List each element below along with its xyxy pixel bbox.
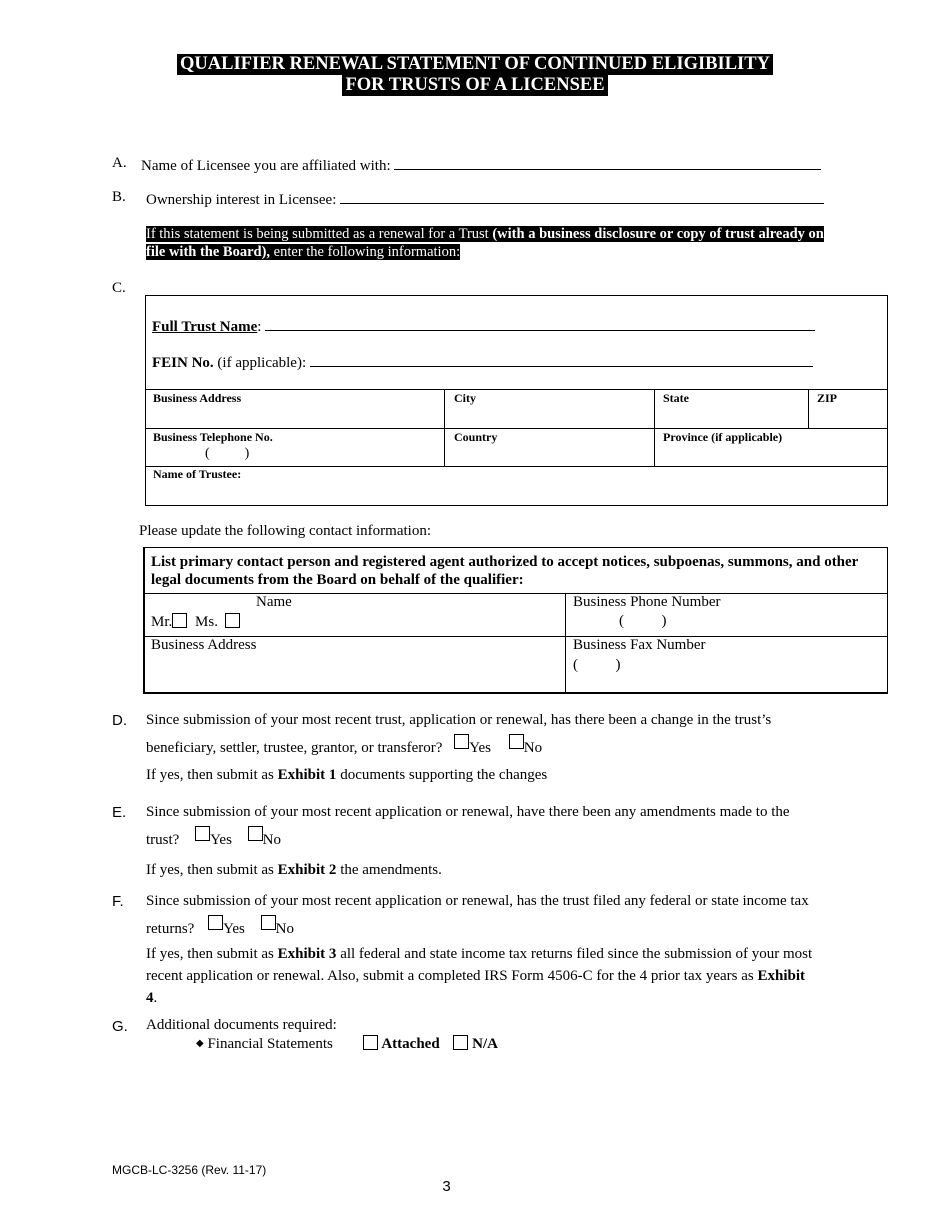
title-line-1: QUALIFIER RENEWAL STATEMENT OF CONTINUED ELIGIBILITY	[177, 54, 773, 75]
full-trust-name-label: Full Trust Name	[152, 319, 258, 335]
section-f-yes-checkbox[interactable]	[208, 915, 223, 930]
contact-heading: List primary contact person and registered agent authorized to accept notices, subpoenas, summons, and other legal documents from the Board on behalf of the qualifier:	[151, 554, 859, 588]
grid-line	[143, 593, 888, 594]
section-e-no-label: No	[262, 832, 281, 848]
section-f-line1: Since submission of your most recent application or renewal, has the trust filed any federal or state income tax	[146, 893, 809, 909]
section-e-letter: E.	[112, 804, 127, 821]
financial-statements-row	[196, 1035, 498, 1053]
section-c-letter: C.	[112, 280, 126, 296]
section-e-yes-checkbox[interactable]	[195, 826, 210, 841]
business-fax-area-code[interactable]: ( )	[573, 657, 621, 673]
section-d-note	[146, 762, 846, 789]
business-telephone-label: Business Telephone No.	[153, 430, 273, 444]
trust-notice-part1: If this statement is being submitted as a renewal for a Trust	[146, 226, 493, 242]
section-d	[146, 707, 846, 789]
zip-label: ZIP	[817, 391, 838, 405]
section-e-note	[146, 857, 846, 884]
trust-notice-bold: (with a business disclosure or copy of trust already on file with the Board),	[146, 226, 824, 260]
section-b-label: Ownership interest in Licensee:	[146, 192, 337, 208]
mr-checkbox[interactable]	[172, 613, 187, 628]
section-f-line2-row	[146, 915, 846, 937]
section-e-line2: trust?	[146, 832, 180, 848]
fein-label-rest: (if applicable):	[213, 355, 307, 371]
section-d-letter: D.	[112, 712, 127, 729]
ownership-interest-field[interactable]	[340, 189, 824, 204]
section-e-line1: Since submission of your most recent application or renewal, have there been any amendments made to the	[146, 804, 790, 820]
section-e-no-checkbox[interactable]	[248, 826, 263, 841]
section-d-yes-label: Yes	[469, 740, 492, 756]
country-label: Country	[454, 430, 498, 444]
section-e	[146, 799, 846, 884]
section-d-no-checkbox[interactable]	[509, 734, 524, 749]
na-checkbox[interactable]	[453, 1035, 468, 1050]
section-f-note-mid2: recent application or renewal. Also, submit a completed IRS Form 4506-C for the 4 prior tax years as	[146, 968, 758, 984]
section-f-letter: F.	[112, 893, 124, 910]
city-label: City	[454, 391, 476, 405]
exhibit-4-part1: Exhibit	[757, 968, 806, 984]
page-title	[0, 54, 950, 96]
section-d-line1: Since submission of your most recent trust, application or renewal, has there been a change in the trust’s	[146, 712, 772, 728]
section-f-note	[146, 943, 846, 1009]
section-f-no-label: No	[275, 921, 294, 937]
grid-line	[565, 593, 566, 694]
attached-label: Attached	[381, 1036, 440, 1052]
section-e-note-post: the amendments.	[336, 862, 442, 878]
section-d-line2: beneficiary, settler, trustee, grantor, or transferor?	[146, 740, 443, 756]
full-trust-name-field[interactable]	[265, 316, 815, 331]
exhibit-2: Exhibit 2	[277, 862, 337, 878]
na-label: N/A	[472, 1036, 499, 1052]
fein-field[interactable]	[310, 352, 813, 367]
fein-label: FEIN No.	[152, 355, 214, 371]
section-f	[146, 888, 846, 1009]
exhibit-4-part2: 4	[146, 990, 154, 1006]
contact-business-address-label: Business Address	[151, 637, 257, 653]
business-address-label: Business Address	[153, 391, 242, 405]
trust-notice-part3: enter the following information:	[270, 244, 461, 260]
section-d-note-post: documents supporting the changes	[336, 767, 548, 783]
section-e-note-pre: If yes, then submit as	[146, 862, 278, 878]
section-d-yes-checkbox[interactable]	[454, 734, 469, 749]
section-g-label: Additional documents required:	[146, 1017, 337, 1033]
contact-intro: Please update the following contact information:	[139, 523, 432, 539]
fein-row	[152, 352, 813, 372]
title-line-2: FOR TRUSTS OF A LICENSEE	[342, 75, 607, 96]
state-label: State	[663, 391, 689, 405]
ms-checkbox[interactable]	[225, 613, 240, 628]
section-d-note-pre: If yes, then submit as	[146, 767, 278, 783]
full-trust-name-row: Full Trust Name:	[152, 316, 815, 336]
business-phone-area-code[interactable]: ( )	[619, 613, 667, 629]
form-id: MGCB-LC-3256 (Rev. 11-17)	[112, 1163, 267, 1177]
contact-name-label: Name	[256, 594, 292, 610]
business-phone-label: Business Phone Number	[573, 594, 721, 610]
section-a-row	[141, 155, 821, 175]
section-a-label: Name of Licensee you are affiliated with:	[141, 158, 391, 174]
section-g-letter: G.	[112, 1018, 128, 1035]
grid-line	[444, 389, 445, 466]
section-d-line2-row	[146, 734, 846, 762]
attached-checkbox[interactable]	[363, 1035, 378, 1050]
section-f-note-end: .	[153, 990, 158, 1006]
mr-label: Mr.	[151, 614, 173, 630]
section-f-note-mid1: all federal and state income tax returns filed since the submission of your most	[336, 946, 813, 962]
grid-line	[145, 466, 888, 467]
section-a-letter: A.	[112, 155, 127, 171]
province-label: Province (if applicable)	[663, 430, 783, 444]
grid-line	[808, 389, 809, 428]
ms-label: Ms.	[195, 614, 218, 630]
section-b-row	[146, 189, 824, 209]
section-e-yes-label: Yes	[210, 832, 232, 848]
exhibit-1: Exhibit 1	[277, 767, 337, 783]
grid-line	[654, 389, 655, 466]
section-f-line2: returns?	[146, 921, 195, 937]
name-of-trustee-label: Name of Trustee:	[153, 467, 242, 481]
exhibit-3: Exhibit 3	[277, 946, 337, 962]
section-f-no-checkbox[interactable]	[261, 915, 276, 930]
telephone-area-code[interactable]: ( )	[205, 446, 250, 461]
financial-statements-label: Financial Statements	[207, 1036, 333, 1052]
section-f-note-pre: If yes, then submit as	[146, 946, 278, 962]
section-f-yes-label: Yes	[223, 921, 245, 937]
licensee-name-field[interactable]	[394, 155, 821, 170]
grid-line	[145, 428, 888, 429]
page-number: 3	[442, 1178, 451, 1195]
bullet-icon: ◆	[196, 1038, 204, 1049]
section-d-no-label: No	[523, 740, 543, 756]
trust-notice	[146, 225, 836, 261]
section-e-line2-row	[146, 826, 846, 852]
business-fax-label: Business Fax Number	[573, 637, 706, 653]
salutation-row	[151, 613, 240, 631]
grid-line	[145, 389, 888, 390]
section-b-letter: B.	[112, 189, 126, 205]
